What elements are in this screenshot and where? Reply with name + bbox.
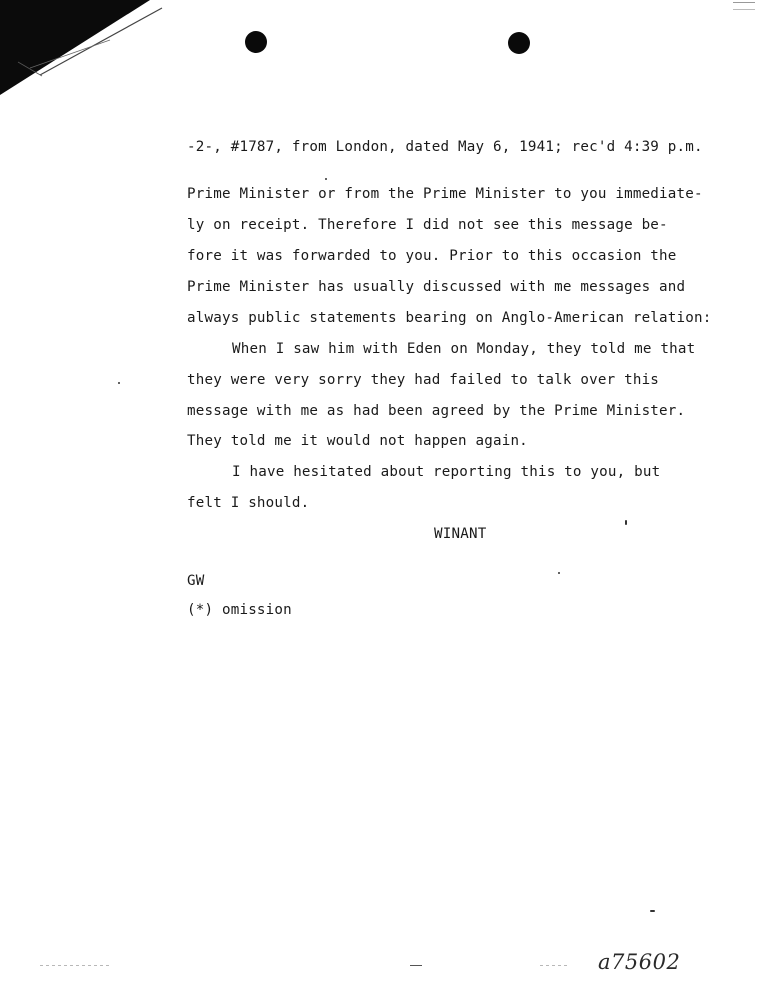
paragraph-1-line: fore it was forwarded to you. Prior to this occasion the <box>187 248 677 264</box>
paragraph-1-line: always public statements bearing on Anglo-American relation: <box>187 310 712 326</box>
speck <box>558 572 560 574</box>
speck <box>325 178 327 180</box>
omission-note: (*) omission <box>187 602 292 618</box>
handwritten-archive-number: a75602 <box>598 950 681 974</box>
paragraph-1-line: Prime Minister has usually discussed with me messages and <box>187 279 686 295</box>
paragraph-2-line: message with me as had been agreed by the Prime Minister. <box>187 403 686 419</box>
footer-rule-left <box>40 965 110 966</box>
paragraph-1-line: ly on receipt. Therefore I did not see this message be- <box>187 217 668 233</box>
speck <box>650 910 655 912</box>
footer-rule-mid <box>410 965 422 966</box>
paragraph-2-line: they were very sorry they had failed to talk over this <box>187 372 660 388</box>
punch-hole-left <box>245 31 267 53</box>
paragraph-3-line: felt I should. <box>187 495 310 511</box>
paragraph-1-line: Prime Minister or from the Prime Minister to you immediate- <box>187 186 703 202</box>
speck <box>118 382 120 384</box>
footer-rule-right <box>540 965 570 966</box>
paragraph-2-line: They told me it would not happen again. <box>187 433 528 449</box>
punch-hole-right <box>508 32 530 54</box>
scan-corner-lines <box>0 0 170 90</box>
initials: GW <box>187 573 205 589</box>
telegram-header: -2-, #1787, from London, dated May 6, 1941; rec'd 4:39 p.m. <box>187 139 703 155</box>
signature: WINANT <box>434 526 487 542</box>
paragraph-2-line: When I saw him with Eden on Monday, they told me that <box>232 341 696 357</box>
speck <box>625 520 627 525</box>
paragraph-3-line: I have hesitated about reporting this to you, but <box>232 464 661 480</box>
edge-mark <box>733 2 755 10</box>
